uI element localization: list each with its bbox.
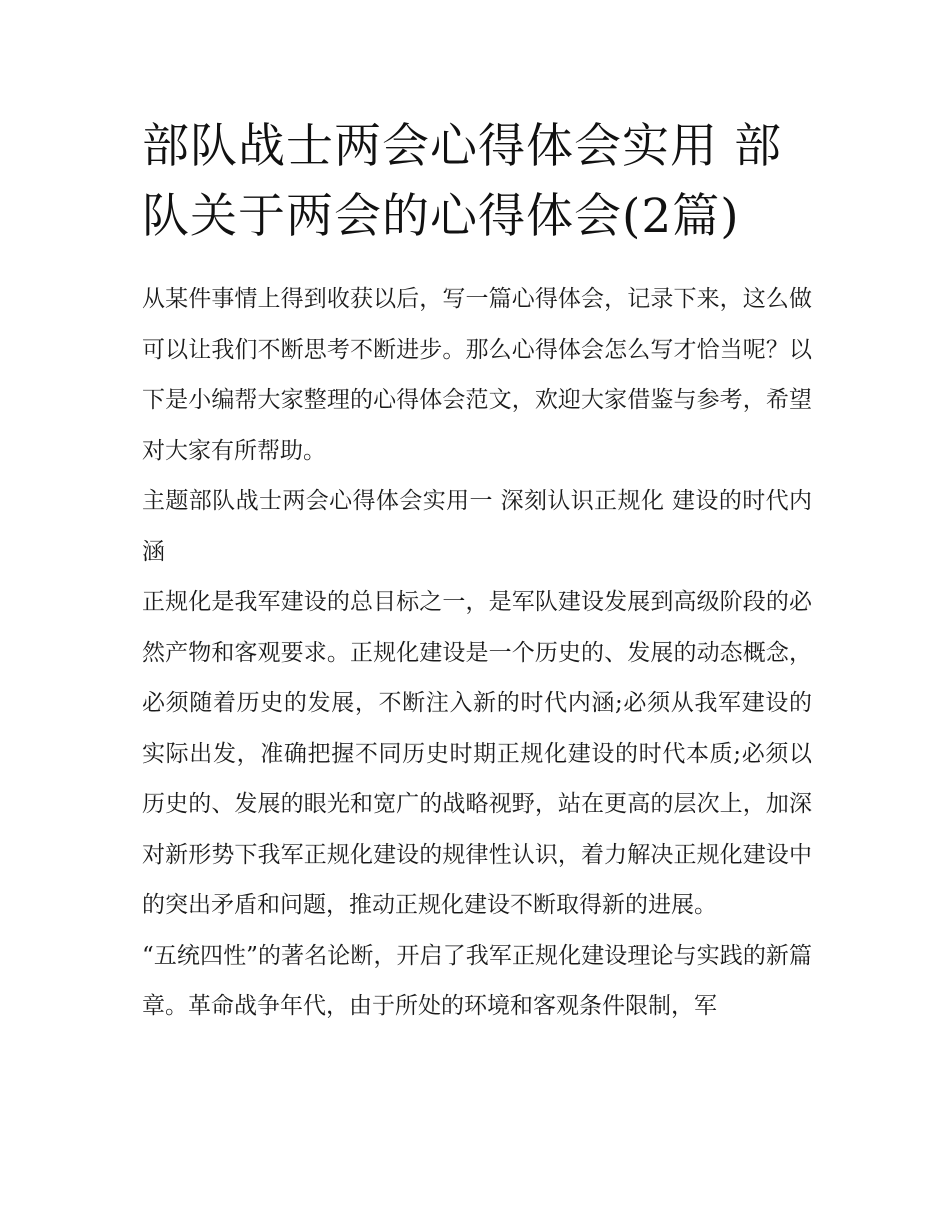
document-page (142, 112, 812, 1032)
body-paragraph: “五统四性”的著名论断，开启了我军正规化建设理论与实践的新篇章。革命战争年代，由于所处的环境和客观条件限制，军 (142, 942, 812, 1019)
body-paragraph: 正规化是我军建设的总目标之一，是军队建设发展到高级阶段的必然产物和客观要求。正规化建设是一个历史的、发展的动态概念，必须随着历史的发展，不断注入新的时代内涵;必须从我军建设的实际出发，准确把握不同历史时期正规化建设的时代本质;必须以历史的、发展的眼光和宽广的战略视野，站在更高的层次上，加深对新形势下我军正规化建设的规律性认识，着力解决正规化建设中的突出矛盾和问题，推动正规化建设不断取得新的进展。 (142, 589, 812, 918)
section-heading: 主题部队战士两会心得体会实用一 深刻认识正规化 建设的时代内涵 (142, 488, 812, 565)
intro-paragraph: 从某件事情上得到收获以后，写一篇心得体会，记录下来，这么做可以让我们不断思考不断进步。那么心得体会怎么写才恰当呢？以下是小编帮大家整理的心得体会范文，欢迎大家借鉴与参考，希望对大家有所帮助。 (142, 286, 812, 464)
document-title: 部队战士两会心得体会实用 部队关于两会的心得体会(2篇) (142, 119, 782, 244)
document-body (142, 274, 812, 1032)
